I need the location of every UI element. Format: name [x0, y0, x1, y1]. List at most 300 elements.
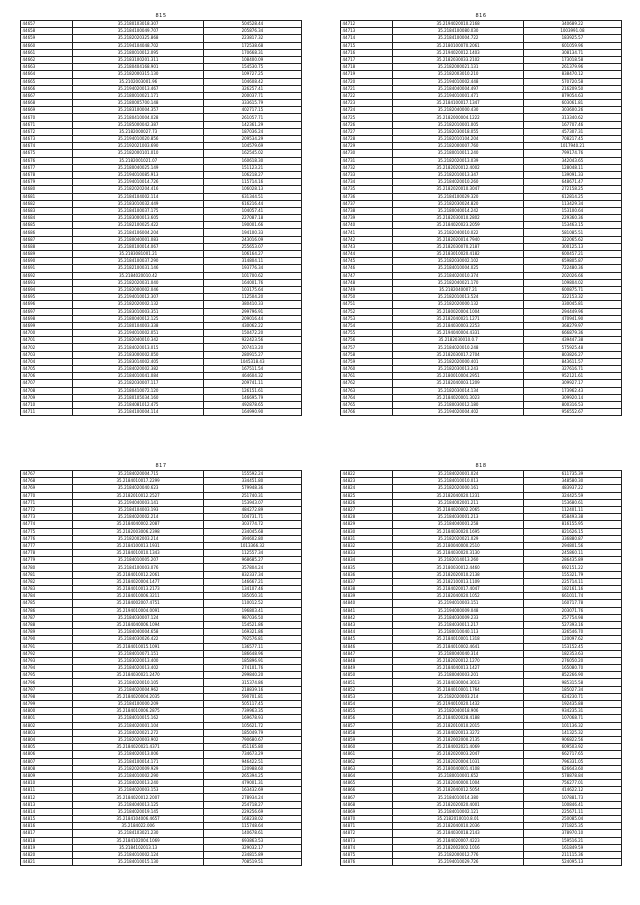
code-cell: 35.2194020013.467 [73, 85, 203, 92]
amount-cell: 202026.66 [523, 272, 621, 279]
row-number-cell: 44762 [341, 380, 393, 387]
amount-cell: 313340.62 [523, 114, 621, 121]
code-cell: 35.2184010014.380 [393, 794, 523, 801]
amount-cell: 103175.64 [203, 286, 301, 293]
table-row [21, 650, 302, 657]
code-cell: 35.2184040013.125 [73, 801, 203, 808]
code-cell: 35.2184020013.402 [73, 665, 203, 672]
row-number-cell: 44735 [341, 186, 393, 193]
row-number-cell: 44709 [21, 394, 73, 401]
amount-cell: 309927.17 [523, 380, 621, 387]
code-cell: 35.2184102013.13 [73, 844, 203, 851]
code-cell: 35.2194010002.448 [393, 78, 523, 85]
code-cell: 35.2184100014.171 [73, 758, 203, 765]
amount-cell: 109727.25 [203, 71, 301, 78]
row-number-cell: 44812 [21, 794, 73, 801]
code-cell: 35.2185000042.387 [73, 121, 203, 128]
row-number-cell: 44831 [341, 535, 393, 542]
code-cell: 35.2184020017.4047 [393, 586, 523, 593]
code-cell: 35.2184020004.962 [73, 686, 203, 693]
code-cell: 35.2184020004.1477 [73, 578, 203, 585]
row-number-cell: 44750 [341, 294, 393, 301]
code-cell: 35.2182030010.0.7 [393, 337, 523, 344]
row-number-cell: 44668 [21, 100, 73, 107]
table-row [21, 808, 302, 815]
amount-cell: 161849.59 [523, 844, 621, 851]
row-number-cell: 44857 [341, 722, 393, 729]
amount-cell: 209741.11 [203, 380, 301, 387]
table-row [21, 394, 302, 401]
amount-cell: 692151.22 [523, 564, 621, 571]
row-number-cell: 44837 [341, 578, 393, 585]
row-number-cell: 44700 [21, 330, 73, 337]
row-number-cell: 44720 [341, 78, 393, 85]
table-row [341, 823, 622, 830]
table-row [21, 643, 302, 650]
row-number-cell: 44659 [21, 35, 73, 42]
row-number-cell: 44708 [21, 387, 73, 394]
amount-cell: 492878.65 [203, 401, 301, 408]
table-row [21, 614, 302, 621]
code-cell: 35.2184010041.084 [73, 373, 203, 380]
amount-cell: 105621.72 [203, 722, 301, 729]
table-row [21, 294, 302, 301]
amount-cell: 603061.81 [523, 100, 621, 107]
row-number-cell: 44719 [341, 71, 393, 78]
amount-cell: 484272.89 [203, 506, 301, 513]
table-row [341, 171, 622, 178]
row-number-cell: 44793 [21, 657, 73, 664]
code-cell: 35.2182020012.4002 [393, 164, 523, 171]
row-number-cell: 44755 [341, 330, 393, 337]
row-number-cell: 44743 [341, 243, 393, 250]
amount-cell: 140678.61 [203, 830, 301, 837]
row-number-cell: 44753 [341, 315, 393, 322]
code-cell: 35.2184020013.3272 [393, 729, 523, 736]
code-cell: 35.2194020010.2168 [393, 21, 523, 28]
row-number-cell: 44821 [21, 859, 73, 866]
code-cell: 35.2184010017.2299 [73, 478, 203, 485]
amount-cell: 234045.68 [203, 528, 301, 535]
amount-cell: 182353.63 [523, 650, 621, 657]
row-number-cell: 44788 [21, 621, 73, 628]
table-row [21, 636, 302, 643]
table-row [21, 171, 302, 178]
amount-cell: 211115.36 [523, 851, 621, 858]
table-row [341, 401, 622, 408]
row-number-cell: 44660 [21, 42, 73, 49]
amount-cell: 816155.95 [523, 521, 621, 528]
row-number-cell: 44839 [341, 593, 393, 600]
amount-cell: 274101.76 [203, 665, 301, 672]
row-number-cell: 44848 [341, 657, 393, 664]
amount-cell: 906822.56 [523, 736, 621, 743]
amount-cell: 821626.15 [523, 528, 621, 535]
code-cell: 35.2182003010.210 [393, 71, 523, 78]
code-cell: 35.2184020010.374 [393, 272, 523, 279]
table-row [21, 844, 302, 851]
row-number-cell: 44823 [341, 478, 393, 485]
code-cell: 35.2184104002.114 [73, 193, 203, 200]
amount-cell: 590701.81 [203, 693, 301, 700]
code-cell: 35.2182030007.117 [73, 380, 203, 387]
amount-cell: 186648.96 [203, 650, 301, 657]
code-cell: 35.2182010013.347 [393, 171, 523, 178]
row-number-cell: 44677 [21, 164, 73, 171]
code-cell: 35.2184010015.1091 [73, 643, 203, 650]
amount-cell: 294801.56 [523, 542, 621, 549]
row-number-cell: 44683 [21, 207, 73, 214]
table-row [341, 571, 622, 578]
amount-cell: 192435.88 [523, 701, 621, 708]
table-row [341, 179, 622, 186]
code-cell: 35.2180010001.652 [393, 772, 523, 779]
amount-cell: 329032.17 [203, 844, 301, 851]
row-number-cell: 44835 [341, 564, 393, 571]
amount-cell: 956552.67 [523, 409, 621, 416]
amount-cell: 470941.90 [523, 315, 621, 322]
code-cell: 35.2194010002.051 [73, 330, 203, 337]
row-number-cell: 44861 [341, 751, 393, 758]
table-row [341, 92, 622, 99]
table-row [21, 564, 302, 571]
row-number-cell: 44786 [21, 607, 73, 614]
row-number-cell: 44866 [341, 787, 393, 794]
row-number-cell: 44852 [341, 686, 393, 693]
amount-cell: 280915.27 [203, 351, 301, 358]
row-number-cell: 44726 [341, 121, 393, 128]
amount-cell: 113429.34 [523, 200, 621, 207]
amount-cell: 126151.61 [203, 387, 301, 394]
code-cell: 35.2180040001.083 [73, 236, 203, 243]
amount-cell: 200037.71 [203, 92, 301, 99]
table-block-815 [20, 12, 302, 416]
code-cell: 35.2184020001.024 [393, 471, 523, 478]
table-row [341, 394, 622, 401]
row-number-cell: 44845 [341, 636, 393, 643]
code-cell: 35.2194040003.141 [73, 499, 203, 506]
table-row [21, 708, 302, 715]
code-cell: 35.2182020013.039 [393, 157, 523, 164]
code-cell: 35.2184030004.3013 [393, 679, 523, 686]
code-cell: 35.2182003006.2398 [73, 528, 203, 535]
table-row [341, 136, 622, 143]
table-row [341, 186, 622, 193]
table-row [341, 322, 622, 329]
row-number-cell: 44714 [341, 35, 393, 42]
amount-cell: 104057.41 [203, 207, 301, 214]
amount-cell: 142361.29 [203, 121, 301, 128]
table-row [21, 179, 302, 186]
table-row [341, 243, 622, 250]
code-cell: 35.2194010003.151 [393, 600, 523, 607]
table-row [341, 701, 622, 708]
row-number-cell: 44761 [341, 373, 393, 380]
data-table [20, 20, 302, 416]
table-row [341, 251, 622, 258]
amount-cell: 314804.11 [203, 258, 301, 265]
table-row [21, 765, 302, 772]
amount-cell: 112401.11 [523, 506, 621, 513]
table-row [21, 478, 302, 485]
code-cell: 35.2180010012.095 [73, 49, 203, 56]
code-cell: 35.2180010021.171 [73, 92, 203, 99]
code-cell: 35.2184020013.240 [73, 780, 203, 787]
code-cell: 35.2180010011.240 [393, 150, 523, 157]
row-number-cell: 44809 [21, 772, 73, 779]
table-row [21, 665, 302, 672]
amount-cell: 624230.71 [523, 693, 621, 700]
code-cell: 35.2180103018.307 [73, 21, 203, 28]
code-cell: 35.2182002003.214 [73, 535, 203, 542]
amount-cell: 578878.84 [523, 772, 621, 779]
row-number-cell: 44704 [21, 358, 73, 365]
code-cell: 35.2182040018.906 [393, 708, 523, 715]
table-row [341, 679, 622, 686]
code-cell: 35.2184010006.2875 [73, 708, 203, 715]
amount-cell: 322153.32 [523, 294, 621, 301]
amount-cell: 631344.51 [203, 193, 301, 200]
table-row [21, 100, 302, 107]
row-number-cell: 44794 [21, 665, 73, 672]
amount-cell: 579948.36 [203, 485, 301, 492]
code-cell: 35.2182020002.132 [73, 301, 203, 308]
code-cell: 35.2183010020.4182 [393, 251, 523, 258]
code-cell: 35.2184020010.248 [393, 344, 523, 351]
table-row [341, 114, 622, 121]
amount-cell: 128048.11 [523, 164, 621, 171]
amount-cell: 1013366.32 [203, 542, 301, 549]
table-row [341, 315, 622, 322]
amount-cell: 271825.35 [523, 823, 621, 830]
row-number-cell: 44723 [341, 100, 393, 107]
table-row [341, 366, 622, 373]
row-number-cell: 44819 [21, 844, 73, 851]
table-row [21, 143, 302, 150]
row-number-cell: 44838 [341, 586, 393, 593]
code-cell: 35.2182100031.146 [73, 265, 203, 272]
row-number-cell: 44773 [21, 514, 73, 521]
amount-cell: 207413.20 [203, 344, 301, 351]
code-cell: 35.2184010010.1343 [73, 550, 203, 557]
table-row [21, 528, 302, 535]
code-cell: 35.2194104048.702 [73, 42, 203, 49]
code-cell: 35.2184010001.1318 [393, 636, 523, 643]
amount-cell: 101136.32 [523, 722, 621, 729]
amount-cell: 330045.81 [523, 301, 621, 308]
row-number-cell: 44807 [21, 758, 73, 765]
code-cell: 35.2180010004.2951 [393, 373, 523, 380]
code-cell: 35.2180040003.201 [393, 672, 523, 679]
row-number-cell: 44678 [21, 171, 73, 178]
code-cell: 35.2184040001.258 [393, 521, 523, 528]
code-cell: 35.2182010001.005 [393, 121, 523, 128]
row-number-cell: 44874 [341, 844, 393, 851]
row-number-cell: 44843 [341, 621, 393, 628]
row-number-cell: 44855 [341, 708, 393, 715]
amount-cell: 160717.78 [523, 600, 621, 607]
code-cell: 35.2180030012.180 [393, 401, 523, 408]
amount-cell: 167707.46 [523, 121, 621, 128]
row-number-cell: 44758 [341, 351, 393, 358]
code-cell: 35.2184020007.4223 [393, 837, 523, 844]
table-row [341, 593, 622, 600]
amount-cell: 299796.91 [203, 308, 301, 315]
table-row [341, 665, 622, 672]
table-row [341, 344, 622, 351]
table-row [21, 715, 302, 722]
row-number-cell: 44863 [341, 765, 393, 772]
amount-cell: 155321.79 [523, 571, 621, 578]
amount-cell: 303774.72 [203, 521, 301, 528]
amount-cell: 357804.24 [203, 564, 301, 571]
table-row [341, 35, 622, 42]
row-number-cell: 44872 [341, 830, 393, 837]
amount-cell: 261057.71 [203, 114, 301, 121]
amount-cell: 326257.41 [203, 85, 301, 92]
code-cell: 35.2102003001.96 [73, 78, 203, 85]
table-row [341, 686, 622, 693]
code-cell: 35.2184020021.272 [73, 729, 203, 736]
row-number-cell: 44796 [21, 679, 73, 686]
amount-cell: 120097.62 [523, 636, 621, 643]
amount-cell: 796331.05 [523, 758, 621, 765]
code-cell: 35.2180020004.1004 [393, 308, 523, 315]
table-row [341, 765, 622, 772]
table-row [21, 107, 302, 114]
row-number-cell: 44779 [21, 557, 73, 564]
row-number-cell: 44803 [21, 729, 73, 736]
table-row [21, 215, 302, 222]
code-cell: 35.2184010010.013 [393, 478, 523, 485]
code-cell: 35.2182010104.204 [393, 136, 523, 143]
data-table [340, 470, 622, 866]
code-cell: 35.2182020021.029 [393, 535, 523, 542]
row-number-cell: 44772 [21, 506, 73, 513]
table-row [341, 128, 622, 135]
table-row [341, 657, 622, 664]
row-number-cell: 44777 [21, 542, 73, 549]
code-cell: 35.2184020002.382 [73, 366, 203, 373]
amount-cell: 234815.89 [203, 851, 301, 858]
row-number-cell: 44732 [341, 164, 393, 171]
code-cell: 35.2194000009.048 [393, 607, 523, 614]
table-row [341, 28, 622, 35]
row-number-cell: 44703 [21, 351, 73, 358]
table-row [341, 600, 622, 607]
table-row [21, 193, 302, 200]
amount-cell: 185049.79 [203, 729, 301, 736]
code-cell: 35.2182030014.134 [393, 387, 523, 394]
row-number-cell: 44697 [21, 308, 73, 315]
row-number-cell: 44687 [21, 236, 73, 243]
code-cell: 35.2180005700.148 [73, 100, 203, 107]
amount-cell: 170668.31 [203, 49, 301, 56]
code-cell: 35.2180040012.125 [73, 315, 203, 322]
code-cell: 35.2194040004.4331 [393, 330, 523, 337]
row-number-cell: 44842 [341, 614, 393, 621]
table-row [341, 78, 622, 85]
table-row [21, 56, 302, 63]
table-row [341, 621, 622, 628]
amount-cell: 106164.27 [203, 251, 301, 258]
amount-cell: 173018.58 [523, 56, 621, 63]
row-number-cell: 44688 [21, 243, 73, 250]
amount-cell: 164990.90 [203, 409, 301, 416]
amount-cell: 457307.31 [523, 128, 621, 135]
row-number-cell: 44844 [341, 629, 393, 636]
amount-cell: 300125.13 [523, 243, 621, 250]
row-number-cell: 44665 [21, 78, 73, 85]
code-cell: 35.2183014002.405 [73, 358, 203, 365]
code-cell: 35.2184030020.1695 [393, 528, 523, 535]
amount-cell: 946422.51 [203, 758, 301, 765]
code-cell: 35.2184010012.2061 [73, 571, 203, 578]
amount-cell: 648671.47 [523, 179, 621, 186]
row-number-cell: 44785 [21, 600, 73, 607]
amount-cell: 756277.01 [523, 780, 621, 787]
row-number-cell: 44693 [21, 279, 73, 286]
table-row [21, 286, 302, 293]
code-cell: 35.2184040004.497 [393, 85, 523, 92]
row-number-cell: 44808 [21, 765, 73, 772]
row-number-cell: 44756 [341, 337, 393, 344]
table-row [341, 56, 622, 63]
code-cell: 35.2184002021.4069 [393, 744, 523, 751]
code-cell: 35.2182100025.422 [73, 222, 203, 229]
row-number-cell: 44780 [21, 564, 73, 571]
table-row [21, 693, 302, 700]
amount-cell: 203071.76 [523, 607, 621, 614]
table-row [341, 200, 622, 207]
code-cell: 35.2184002007.4751 [73, 600, 203, 607]
row-number-cell: 44813 [21, 801, 73, 808]
table-row [341, 121, 622, 128]
table-row [341, 492, 622, 499]
amount-cell: 104608.42 [203, 78, 301, 85]
amount-cell: 570720.58 [523, 78, 621, 85]
amount-cell: 115748.64 [203, 823, 301, 830]
code-cell: 35.2182100013.1109 [393, 578, 523, 585]
table-row [21, 351, 302, 358]
table-row [341, 222, 622, 229]
code-cell: 35.2183000002.050 [73, 351, 203, 358]
amount-cell: 792576.81 [203, 636, 301, 643]
row-number-cell: 44818 [21, 837, 73, 844]
code-cell: 35.2182020014.7940 [393, 236, 523, 243]
code-cell: 35.2182010010.8.01 [393, 816, 523, 823]
amount-cell: 134107.46 [203, 586, 301, 593]
row-number-cell: 44728 [341, 136, 393, 143]
code-cell: 35.2180105034.160 [73, 394, 203, 401]
code-cell: 35.2184010015.162 [73, 715, 203, 722]
table-row [341, 265, 622, 272]
code-cell: 35.2182000021.131 [393, 64, 523, 71]
row-number-cell: 44716 [341, 49, 393, 56]
code-cell: 35.2182020010.3047 [393, 186, 523, 193]
table-row [341, 143, 622, 150]
amount-cell: 168238.02 [203, 816, 301, 823]
table-row [21, 679, 302, 686]
code-cell: 35.2184106004.204 [73, 229, 203, 236]
code-cell: 35.2182020012.1270 [393, 657, 523, 664]
code-cell: 35.2184100049.707 [73, 28, 203, 35]
table-row [341, 787, 622, 794]
amount-cell: 167511.54 [203, 366, 301, 373]
code-cell: 35.2182040000.1004 [393, 780, 523, 787]
amount-cell: 600457.21 [523, 251, 621, 258]
amount-cell: 185027.34 [523, 686, 621, 693]
